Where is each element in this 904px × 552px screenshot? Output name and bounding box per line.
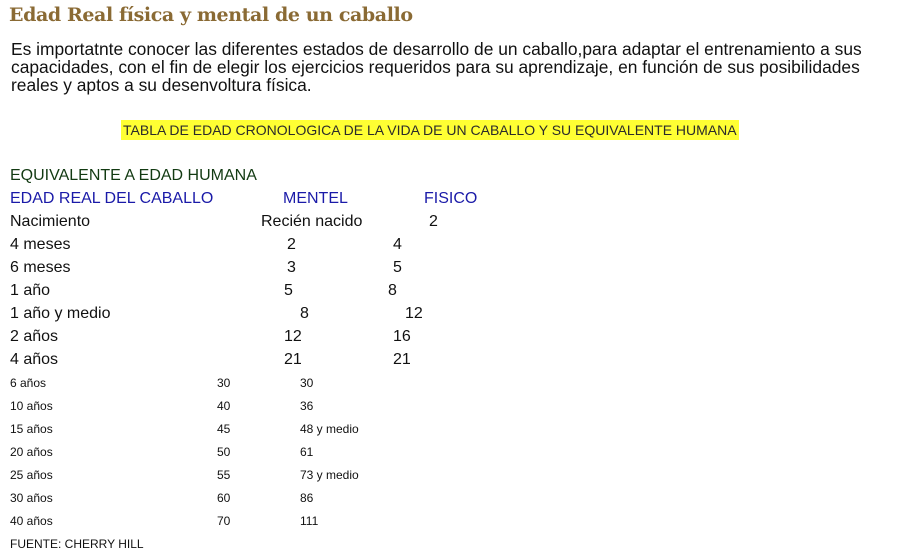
row-mental: 21 (284, 351, 302, 368)
row-physical: 4 (393, 236, 402, 253)
page-title: Edad Real física y mental de un caballo (9, 4, 413, 26)
row-physical: 16 (393, 328, 411, 345)
source-note: FUENTE: CHERRY HILL (10, 537, 144, 551)
row-age: 6 años (10, 376, 47, 390)
row-mental: 8 (300, 305, 309, 322)
row-physical: 86 (300, 491, 314, 505)
row-mental: 55 (217, 468, 231, 482)
table-title-banner: TABLA DE EDAD CRONOLOGICA DE LA VIDA DE UN CABALLO Y SU EQUIVALENTE HUMANA (123, 122, 737, 138)
row-age: 25 años (10, 468, 53, 482)
row-physical: 73 y medio (300, 468, 359, 482)
row-age: 10 años (10, 399, 53, 413)
row-age: 2 años (10, 328, 59, 345)
row-age: 15 años (10, 422, 53, 436)
header-mental: MENTEL (283, 190, 348, 207)
row-mental: Recién nacido (261, 213, 363, 230)
row-mental: 45 (217, 422, 231, 436)
row-age: 20 años (10, 445, 53, 459)
header-real-age: EDAD REAL DEL CABALLO (10, 190, 214, 207)
row-age: 4 años (10, 351, 59, 368)
row-mental: 2 (287, 236, 296, 253)
row-mental: 70 (217, 514, 231, 528)
row-physical: 21 (393, 351, 411, 368)
row-mental: 30 (217, 376, 231, 390)
row-physical: 5 (393, 259, 402, 276)
row-mental: 5 (284, 282, 293, 299)
row-physical: 12 (405, 305, 423, 322)
row-age: 1 año y medio (10, 305, 111, 322)
row-physical: 8 (388, 282, 397, 299)
row-age: 30 años (10, 491, 53, 505)
row-mental: 40 (217, 399, 231, 413)
row-physical: 2 (429, 213, 438, 230)
row-physical: 36 (300, 399, 314, 413)
row-mental: 60 (217, 491, 231, 505)
row-age: 40 años (10, 514, 53, 528)
header-physical: FISICO (424, 190, 478, 207)
row-mental: 3 (287, 259, 296, 276)
row-mental: 50 (217, 445, 231, 459)
row-age: Nacimiento (10, 213, 91, 230)
row-physical: 30 (300, 376, 314, 390)
row-physical: 48 y medio (300, 422, 359, 436)
row-physical: 111 (300, 514, 319, 528)
row-mental: 12 (284, 328, 302, 345)
row-age: 4 meses (10, 236, 71, 253)
row-age: 1 año (10, 282, 51, 299)
equivalent-label: EQUIVALENTE A EDAD HUMANA (10, 167, 257, 184)
row-age: 6 meses (10, 259, 71, 276)
row-physical: 61 (300, 445, 314, 459)
intro-paragraph: Es importatnte conocer las diferentes estados de desarrollo de un caballo,para adaptar el entrenamiento a sus capacidades, con el fin de elegir los ejercicios requeridos para su aprendizaje, en función de sus posibilidades reales y aptos a su desenvoltura física. (11, 39, 862, 95)
